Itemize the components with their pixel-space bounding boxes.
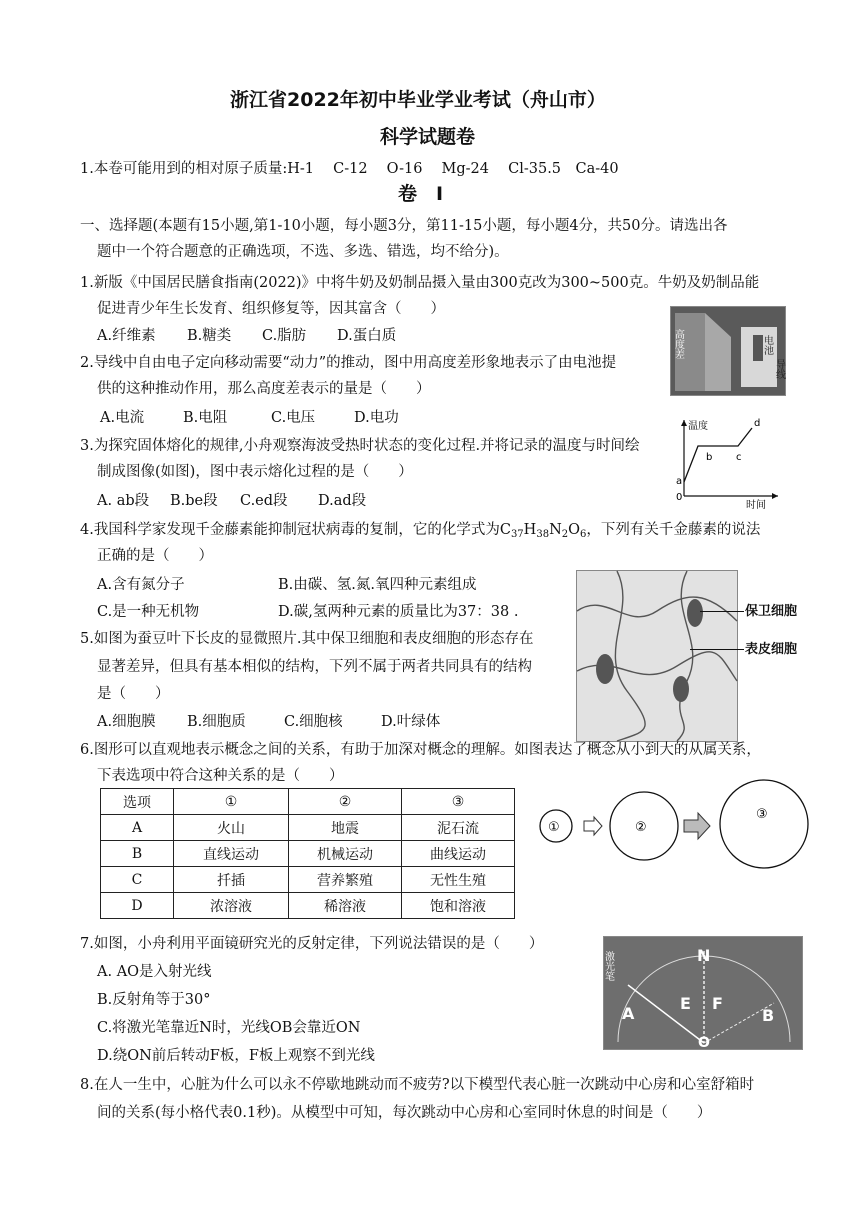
table-header-cell: 选项 — [101, 789, 174, 815]
q2-battery-figure — [670, 306, 786, 396]
table-header-cell: ③ — [402, 789, 515, 815]
table-cell: D — [101, 893, 174, 919]
table-cell: 泥石流 — [402, 815, 515, 841]
table-cell: 无性生殖 — [402, 867, 515, 893]
q4-option-d: D.碳,氢两种元素的质量比为37：38 . — [278, 604, 519, 620]
q2-option-d: D.电功 — [354, 410, 399, 426]
q7-label-b: B — [762, 1006, 775, 1025]
q6-circle-3-label: ③ — [756, 807, 768, 822]
q7-figure-drawing — [604, 937, 802, 1049]
q4-line2: 正确的是（ ） — [97, 548, 213, 564]
q7-label-f: F — [712, 994, 723, 1013]
q4-sub-37: 37 — [510, 529, 524, 540]
table-row — [101, 789, 515, 815]
q6-circles-diagram — [534, 778, 844, 878]
q8-line1: 8.在人一生中，心脏为什么可以永不停歇地跳动而不疲劳?以下模型代表心脏一次跳动中心房和心室舒箱时 — [80, 1077, 755, 1093]
q1-line2: 促进青少年生长发育、组织修复等，因其富含（ ） — [97, 301, 445, 317]
table-header-cell: ① — [174, 789, 289, 815]
q1-option-d: D.蛋白质 — [337, 328, 397, 344]
q3-option-c: C.ed段 — [240, 493, 288, 509]
q7-reflection-figure — [603, 936, 803, 1050]
q3-option-d: D.ad段 — [318, 493, 367, 509]
q7-option-d: D.绕ON前后转动F板，F板上观察不到光线 — [97, 1048, 375, 1064]
table-cell: 直线运动 — [174, 841, 289, 867]
q7-label-a: A — [622, 1004, 635, 1023]
q7-label-e: E — [680, 994, 691, 1013]
table-cell: 地震 — [289, 815, 402, 841]
q2-option-b: B.电阻 — [183, 410, 228, 426]
q1-option-b: B.糖类 — [187, 328, 232, 344]
q7-option-b: B.反射角等于30° — [97, 992, 211, 1008]
q6-line2: 下表选项中符合这种关系的是（ ） — [97, 768, 344, 784]
q5-label-guard-cell: 保卫细胞 — [745, 604, 798, 619]
q5-line2: 显著差异，但具有基本相似的结构，下列不属于两者共同具有的结构 — [97, 659, 532, 675]
q3-line2: 制成图像(如图)，图中表示熔化过程的是（ ） — [97, 464, 413, 480]
q3-point-c: c — [736, 452, 742, 463]
table-cell: 浓溶液 — [174, 893, 289, 919]
q5-label-epidermal-cell: 表皮细胞 — [745, 642, 798, 657]
q6-circle-2-label: ② — [635, 820, 647, 835]
q3-line1: 3.为探究固体熔化的规律,小舟观察海波受热时状态的变化过程.并将记录的温度与时间绘 — [80, 438, 640, 454]
q7-line1: 7.如图，小舟利用平面镜研究光的反射定律，下列说法错误的是（ ） — [80, 936, 544, 952]
q3-point-b: b — [706, 452, 713, 463]
q5-pointer-guard — [700, 611, 744, 612]
q4-option-c: C.是一种无机物 — [97, 604, 200, 620]
q2-figure-drawing — [671, 307, 785, 395]
q2-option-a: A.电流 — [100, 410, 145, 426]
q2-line2: 供的这种推动作用，那么高度差表示的量是（ ） — [97, 381, 431, 397]
q5-line1: 5.如图为蚕豆叶下长皮的显微照片.其中保卫细胞和表皮细胞的形态存在 — [80, 631, 534, 647]
q4-o: O — [568, 522, 581, 538]
q2-option-c: C.电压 — [271, 410, 316, 426]
q6-options-table — [100, 788, 515, 919]
q4-sub-2: 2 — [561, 529, 569, 540]
q4-option-a: A.含有氮分子 — [97, 577, 185, 593]
q7-label-n: N — [697, 946, 711, 965]
table-cell: 曲线运动 — [402, 841, 515, 867]
table-cell: 稀溶液 — [289, 893, 402, 919]
q5-option-c: C.细胞核 — [284, 714, 343, 730]
table-row — [101, 841, 515, 867]
q1-option-a: A.纤维素 — [97, 328, 156, 344]
q5-pointer-epidermal — [690, 649, 744, 650]
q6-circle-1-label: ① — [548, 820, 560, 835]
table-cell: 饱和溶液 — [402, 893, 515, 919]
q5-cells-drawing — [577, 571, 737, 741]
q4-option-b: B.由碳、氢.氮.氧四种元素组成 — [278, 577, 477, 593]
q3-option-b: B.be段 — [170, 493, 218, 509]
q7-label-o: O — [698, 1035, 710, 1051]
q4-line1 — [80, 520, 760, 545]
q3-xlabel: 时间 — [746, 500, 766, 511]
section1-intro-line2: 题中一个符合题意的正确选项，不选、多选、错选，均不给分)。 — [97, 244, 509, 260]
table-row — [101, 815, 515, 841]
section1-intro-line1: 一、选择题(本题有15小题,第1-10小题，每小题3分，第11-15小题，每小题4分，共50分。请选出各 — [80, 218, 728, 234]
table-row — [101, 867, 515, 893]
q7-option-c: C.将激光笔靠近N时，光线OB会靠近ON — [97, 1020, 361, 1036]
q5-option-d: D.叶绿体 — [381, 714, 441, 730]
q2-line1: 2.导线中自由电子定向移动需要“动力”的推动，图中用高度差形象地表示了由电池提 — [80, 355, 617, 371]
q1-line1: 1.新版《中国居民膳食指南(2022)》中将牛奶及奶制品摄入量由300克改为300~500克。牛奶及奶制品能 — [80, 275, 760, 291]
q5-line3: 是（ ） — [97, 686, 170, 702]
q4-n: N — [549, 522, 562, 538]
q7-option-a: A. AO是入射光线 — [97, 964, 212, 980]
table-cell: 机械运动 — [289, 841, 402, 867]
q4-text-pre: 4.我国科学家发现千金藤素能抑制冠状病毒的复制，它的化学式为C — [80, 522, 511, 538]
q1-option-c: C.脂肪 — [262, 328, 307, 344]
q3-point-a: a — [676, 476, 683, 487]
exam-subtitle: 科学试题卷 — [380, 126, 476, 148]
q3-origin: 0 — [676, 492, 683, 503]
q8-line2: 间的关系(每小格代表0.1秒)。从模型中可知，每次跳动中心房和心室同时休息的时间是（ ） — [97, 1105, 712, 1121]
table-cell: C — [101, 867, 174, 893]
q5-option-a: A.细胞膜 — [97, 714, 156, 730]
q4-sub-38: 38 — [536, 529, 550, 540]
q5-option-b: B.细胞质 — [187, 714, 246, 730]
q2-label-battery: 电池 — [761, 335, 773, 355]
q4-text-post: ，下列有关千金藤素的说法 — [586, 522, 761, 538]
table-row — [101, 893, 515, 919]
table-cell: A — [101, 815, 174, 841]
q4-sub-6: 6 — [580, 529, 587, 540]
table-cell: 营养繁殖 — [289, 867, 402, 893]
q3-temperature-graph — [672, 416, 784, 511]
q4-h: H — [523, 522, 537, 538]
q3-option-a: A. ab段 — [97, 493, 150, 509]
q3-ylabel: 温度 — [688, 421, 708, 432]
section-title: 卷 I — [398, 183, 444, 205]
atomic-mass-note: 1.本卷可能用到的相对原子质量:H-1 C-12 O-16 Mg-24 Cl-35.5 Ca-40 — [80, 161, 619, 177]
table-cell: 火山 — [174, 815, 289, 841]
q5-micrograph — [576, 570, 738, 742]
q7-label-laser: 激光笔 — [602, 951, 614, 981]
q3-point-d: d — [754, 418, 761, 429]
table-cell: B — [101, 841, 174, 867]
q2-label-height: 高度差 — [672, 329, 684, 359]
table-cell: 扦插 — [174, 867, 289, 893]
exam-title: 浙江省2022年初中毕业学业考试（舟山市） — [230, 89, 606, 111]
table-header-cell: ② — [289, 789, 402, 815]
q6-line1: 6.图形可以直观地表示概念之间的关系，有助于加深对概念的理解。如图表达了概念从小到大的从属关系， — [80, 742, 761, 758]
q2-label-wire: 导线 — [773, 359, 785, 379]
